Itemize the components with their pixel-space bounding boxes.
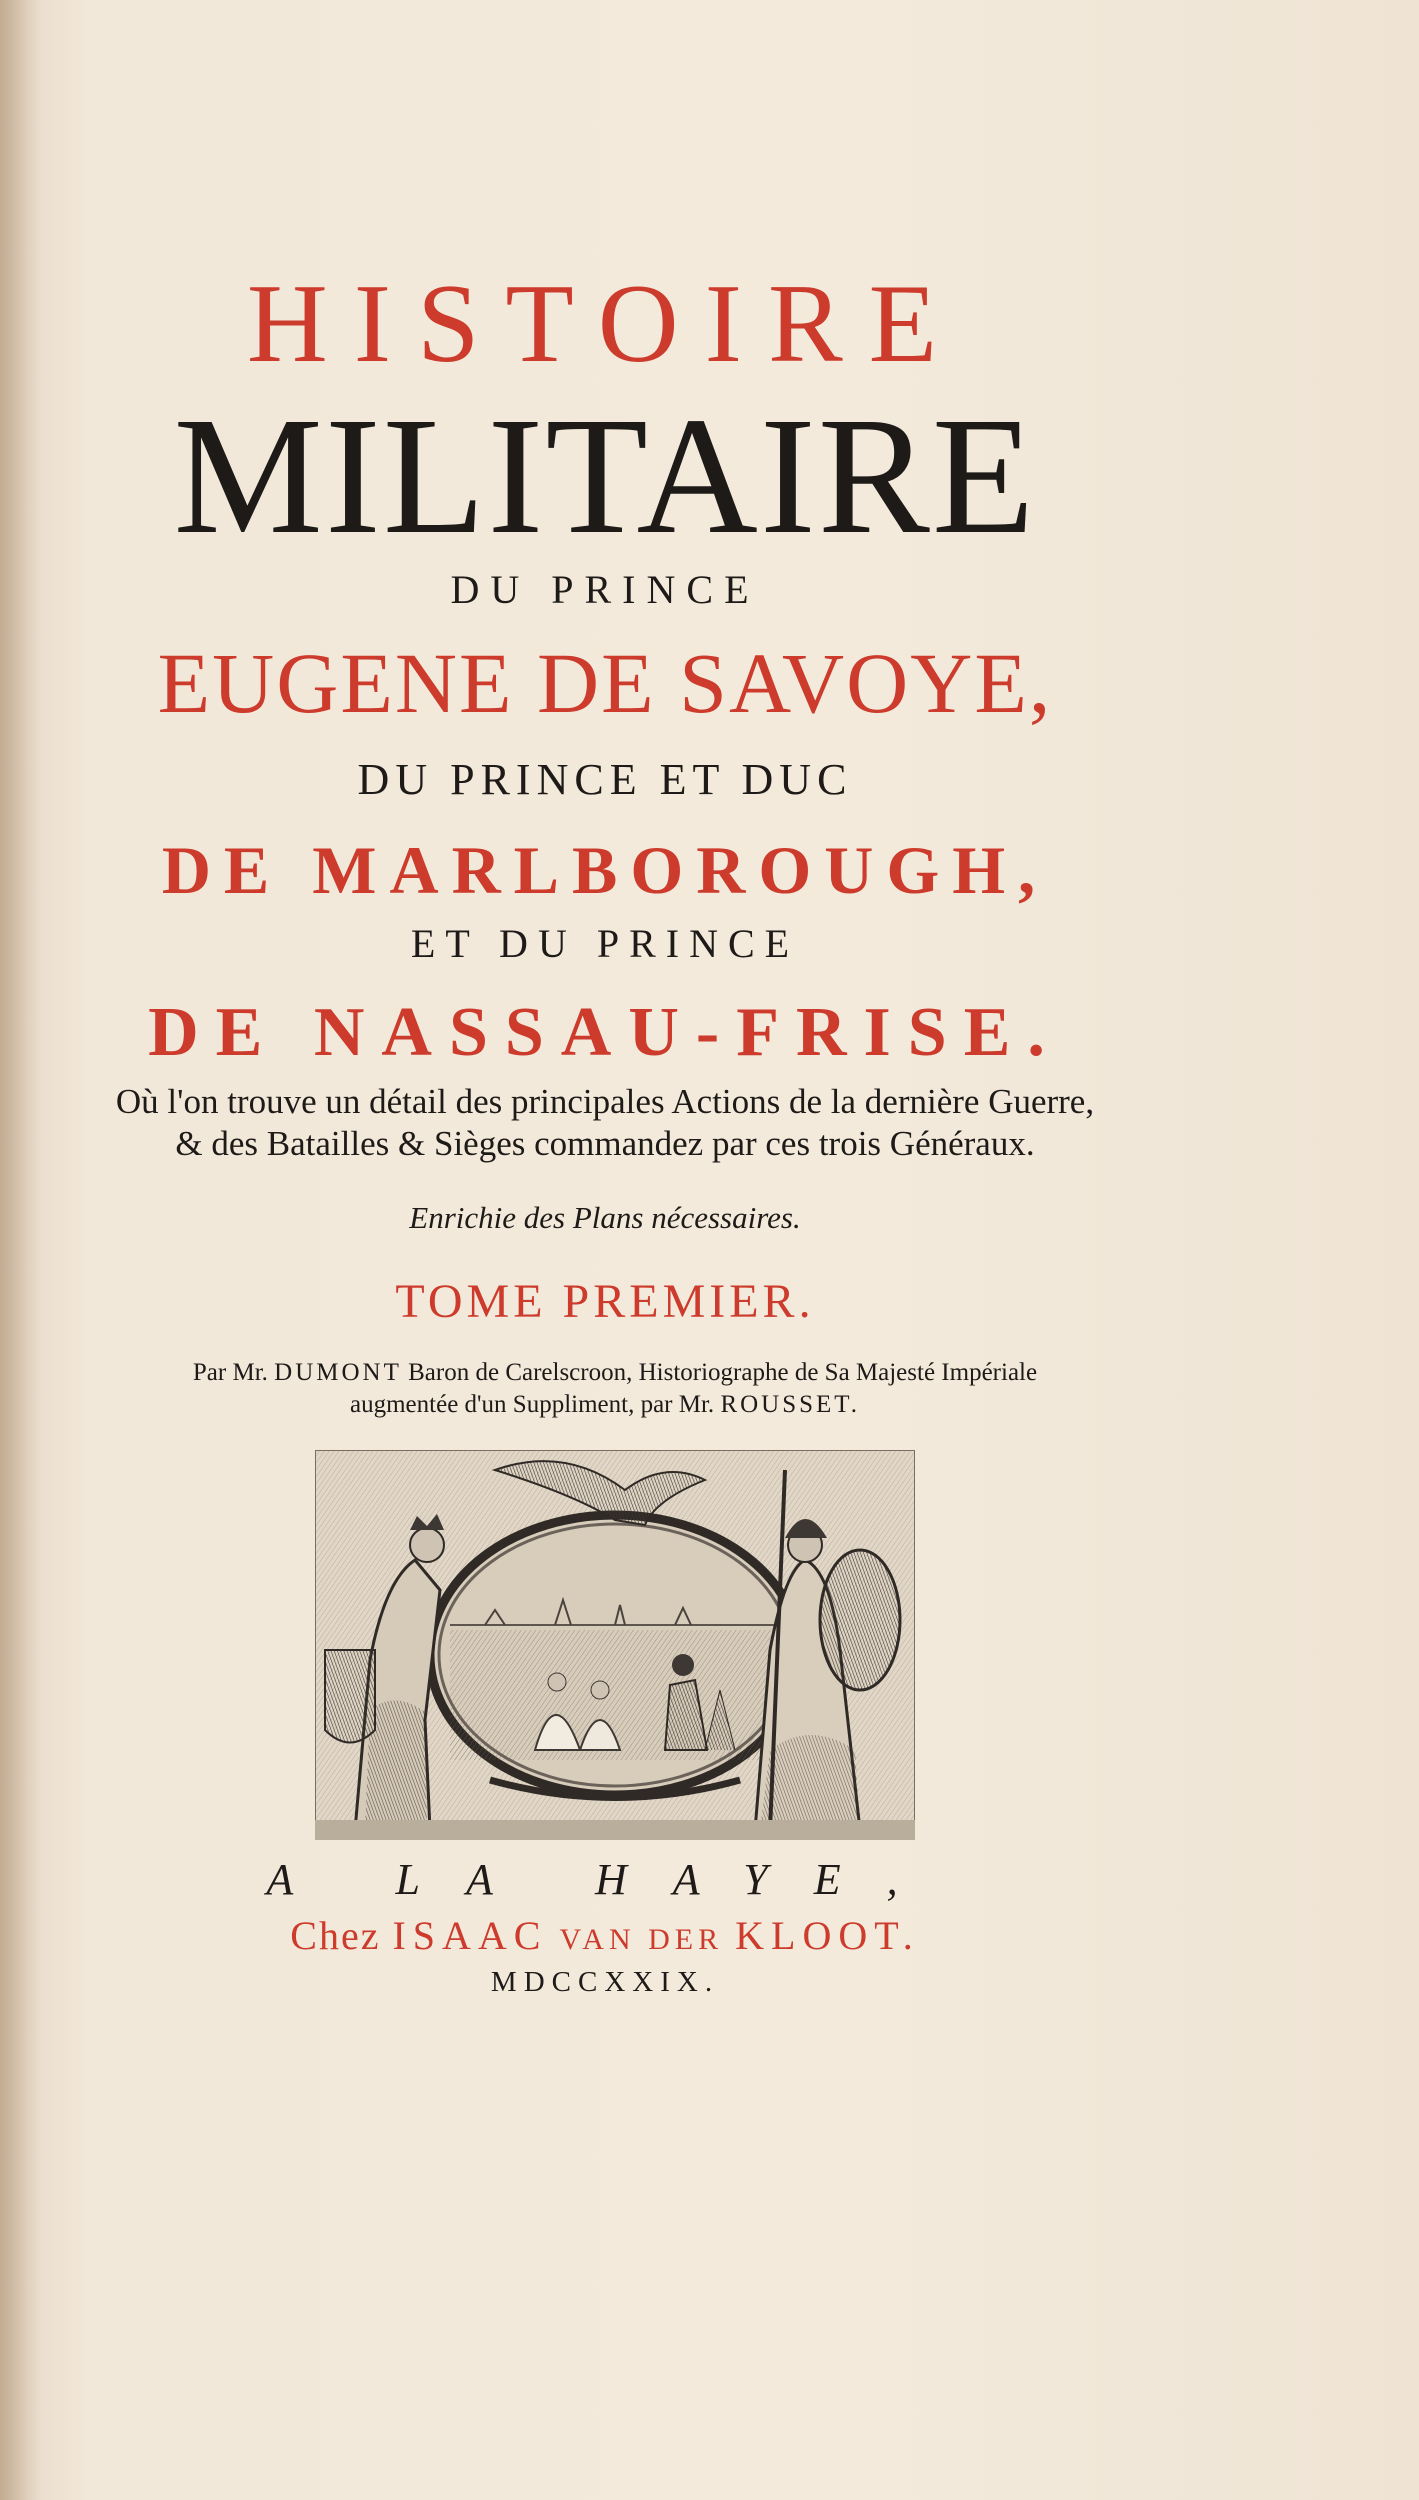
author-line-2 (0, 1392, 1210, 1417)
author-line2-prefix: augmentée d'un Suppliment, par Mr. (350, 1391, 715, 1418)
title-de-nassau-frise: DE NASSAU-FRISE. (148, 994, 1062, 1071)
imprint-date: MDCCXXIX. (490, 1966, 720, 1998)
title-du-prince: DU PRINCE (450, 567, 760, 612)
publisher-particle: VAN DER (559, 1923, 724, 1956)
volume-label: TOME PREMIER. (395, 1275, 815, 1328)
title-et-du-prince: ET DU PRINCE (410, 921, 800, 966)
description-line-2: & des Batailles & Sièges commandez par ces trois Généraux. (175, 1124, 1035, 1163)
publisher-prefix: Chez (290, 1913, 381, 1958)
author-prefix: Par Mr. (192, 1359, 268, 1386)
imprint-publisher (0, 1913, 1210, 1958)
publisher-first-name: ISAAC (392, 1913, 548, 1958)
description-line-1: Où l'on trouve un détail des principales Actions de la dernière Guerre, (115, 1082, 1095, 1121)
author-rest: Baron de Carelscroon, Historiographe de Sa Majesté Impériale (408, 1359, 1038, 1386)
author-line-1 (10, 1360, 1220, 1385)
title-de-marlborough: DE MARLBOROUGH, (161, 832, 1049, 908)
second-author-name: ROUSSET. (720, 1391, 860, 1418)
author-name: DUMONT (274, 1359, 402, 1386)
enrichment-note: Enrichie des Plans nécessaires. (409, 1200, 801, 1235)
imprint-place: A LA HAYE, (266, 1855, 944, 1904)
title-militaire: MILITAIRE (173, 383, 1037, 569)
round-shield (820, 1550, 900, 1690)
publisher-surname: KLOOT. (735, 1913, 920, 1958)
title-du-prince-et-duc: DU PRINCE ET DUC (357, 755, 853, 804)
coat-of-arms-shield (325, 1650, 375, 1743)
engraved-vignette (315, 1450, 915, 1840)
title-eugene-de-savoye: EUGENE DE SAVOYE, (157, 635, 1053, 731)
title-histoire: HISTOIRE (246, 262, 964, 386)
